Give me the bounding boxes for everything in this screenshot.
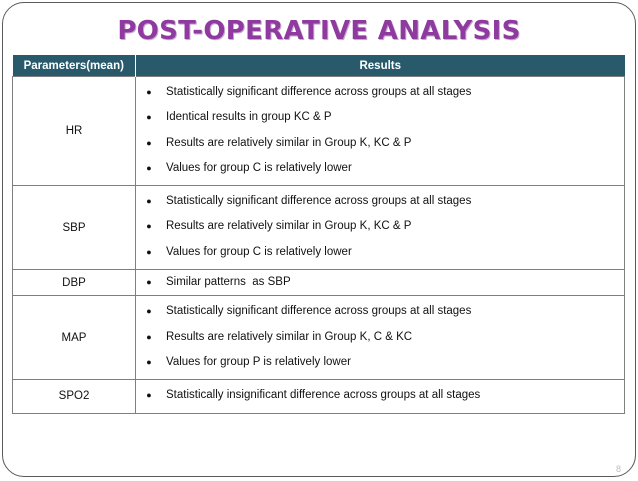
bullet-text: Statistically significant difference across groups at all stages bbox=[166, 305, 472, 318]
bullet-list bbox=[140, 80, 624, 181]
bullet-text: Results are relatively similar in Group K, KC & P bbox=[166, 220, 412, 233]
list-item bbox=[140, 325, 624, 350]
bullet-text: Values for group P is relatively lower bbox=[166, 355, 351, 368]
param-cell: DBP bbox=[13, 270, 136, 296]
slide-title: POST-OPERATIVE ANALYSIS bbox=[117, 16, 521, 46]
list-item bbox=[140, 240, 624, 265]
bullet-icon: ● bbox=[146, 112, 152, 123]
results-cell bbox=[136, 296, 625, 380]
bullet-text: Values for group C is relatively lower bbox=[166, 245, 352, 258]
bullet-text: Values for group C is relatively lower bbox=[166, 161, 352, 174]
table-row bbox=[13, 270, 625, 296]
bullet-text: Similar patterns as SBP bbox=[166, 276, 291, 289]
bullet-icon: ● bbox=[146, 246, 152, 257]
table-row bbox=[13, 380, 625, 413]
results-cell bbox=[136, 380, 625, 413]
bullet-text: Identical results in group KC & P bbox=[166, 111, 332, 124]
bullet-icon: ● bbox=[146, 137, 152, 148]
bullet-list bbox=[140, 299, 624, 375]
header-results: Results bbox=[136, 55, 625, 77]
bullet-list bbox=[140, 383, 624, 408]
results-cell bbox=[136, 270, 625, 296]
bullet-icon: ● bbox=[146, 331, 152, 342]
page-number: 8 bbox=[615, 464, 621, 474]
bullet-icon: ● bbox=[146, 196, 152, 207]
table-row bbox=[13, 77, 625, 186]
list-item bbox=[140, 189, 624, 214]
bullet-icon: ● bbox=[146, 221, 152, 232]
results-table bbox=[12, 55, 625, 414]
param-cell: SPO2 bbox=[13, 380, 136, 413]
bullet-text: Results are relatively similar in Group K, C & KC bbox=[166, 330, 413, 343]
header-parameters: Parameters(mean) bbox=[13, 55, 136, 77]
bullet-icon: ● bbox=[146, 277, 152, 288]
bullet-icon: ● bbox=[146, 306, 152, 317]
bullet-icon: ● bbox=[146, 87, 152, 97]
list-item bbox=[140, 214, 624, 239]
bullet-icon: ● bbox=[146, 390, 152, 401]
list-item bbox=[140, 156, 624, 181]
bullet-text: Statistically insignificant difference across groups at all stages bbox=[166, 389, 481, 402]
list-item bbox=[140, 105, 624, 130]
param-cell: SBP bbox=[13, 186, 136, 270]
bullet-text: Statistically significant difference across groups at all stages bbox=[166, 86, 472, 98]
table-row bbox=[13, 186, 625, 270]
results-cell bbox=[136, 186, 625, 270]
bullet-icon: ● bbox=[146, 356, 152, 367]
param-cell: HR bbox=[13, 77, 136, 186]
list-item bbox=[140, 299, 624, 324]
list-item bbox=[140, 383, 624, 408]
bullet-icon: ● bbox=[146, 162, 152, 173]
slide bbox=[2, 2, 636, 477]
table-row bbox=[13, 296, 625, 380]
list-item bbox=[140, 270, 624, 295]
param-cell: MAP bbox=[13, 296, 136, 380]
bullet-text: Statistically significant difference across groups at all stages bbox=[166, 195, 472, 208]
list-item bbox=[140, 350, 624, 375]
bullet-list bbox=[140, 189, 624, 265]
bullet-text: Results are relatively similar in Group K, KC & P bbox=[166, 136, 412, 149]
bullet-list bbox=[140, 270, 624, 295]
table-header-row bbox=[13, 55, 625, 77]
list-item bbox=[140, 131, 624, 156]
list-item bbox=[140, 80, 624, 105]
results-cell bbox=[136, 77, 625, 186]
